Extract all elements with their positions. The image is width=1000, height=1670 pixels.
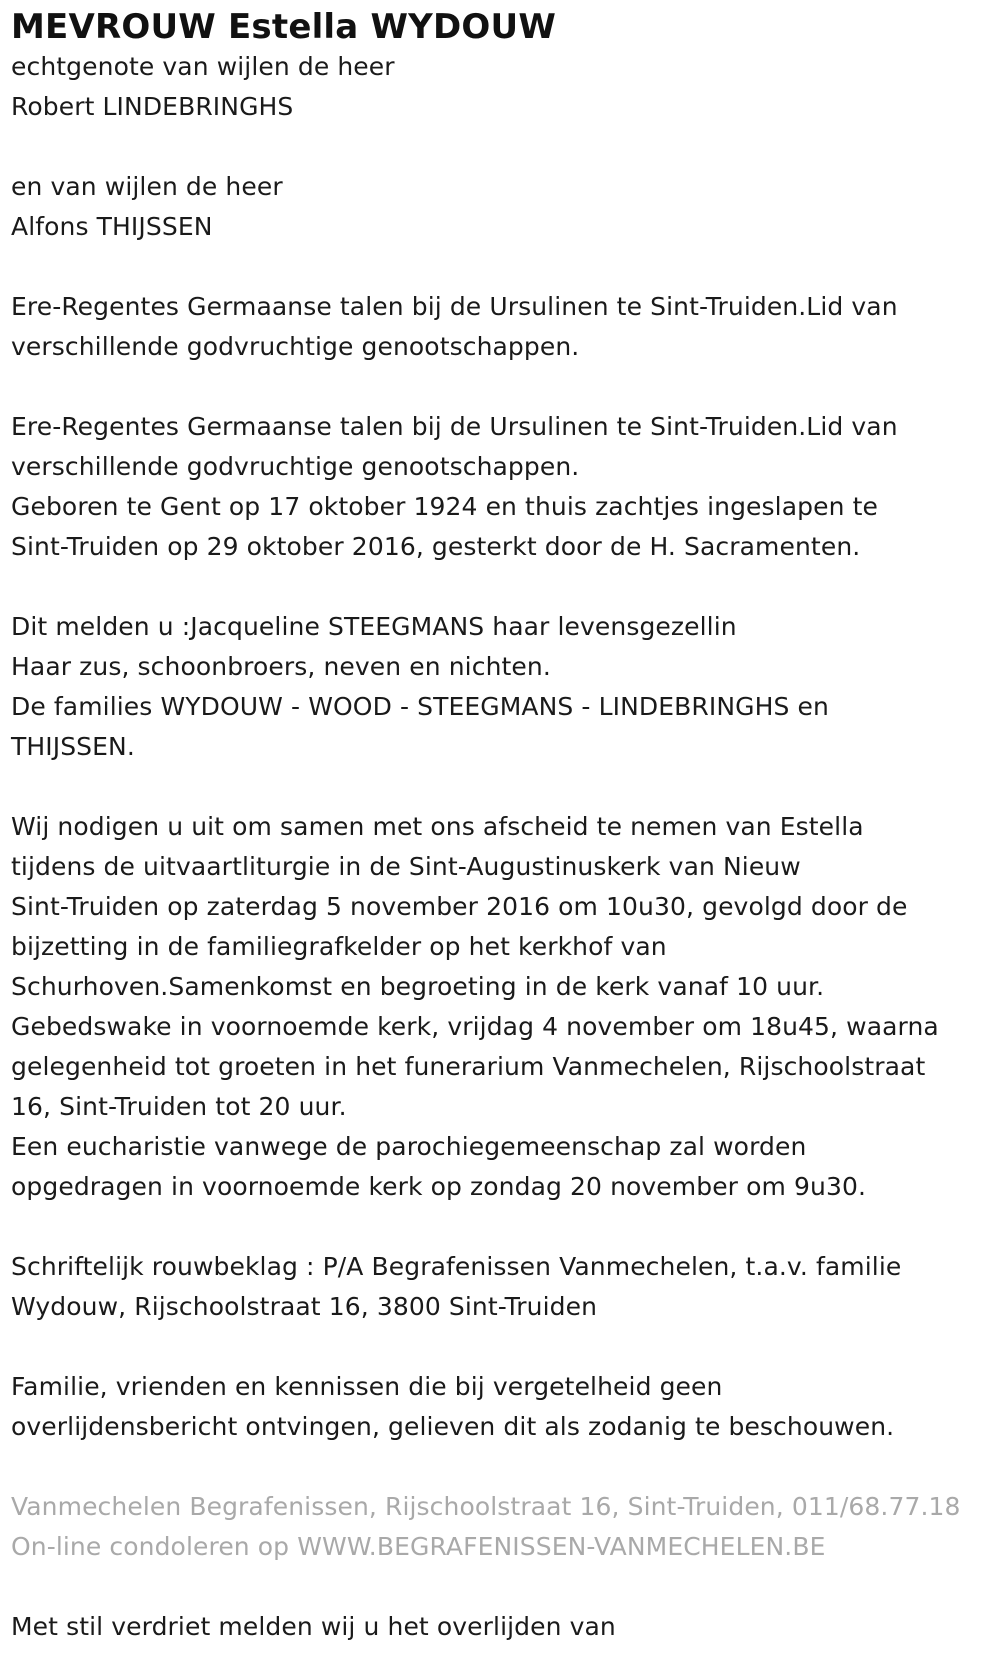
notice-line-2: overlijdensbericht ontvingen, gelieven dit als zodanig te beschouwen.	[11, 1412, 895, 1441]
funeral-line-9: Een eucharistie vanwege de parochiegemeenschap zal worden	[11, 1132, 807, 1161]
funeral-line-8: 16, Sint-Truiden tot 20 uur.	[11, 1092, 347, 1121]
funeral-line-2: tijdens de uitvaartliturgie in de Sint-Augustinuskerk van Nieuw	[11, 852, 801, 881]
funeral-section	[11, 807, 991, 1207]
funeral-line-4: bijzetting in de familiegrafkelder op het kerkhof van	[11, 932, 667, 961]
spacer	[11, 1207, 991, 1247]
funeral-line-7: gelegenheid tot groeten in het funerarium Vanmechelen, Rijschoolstraat	[11, 1052, 926, 1081]
spacer	[11, 247, 991, 287]
bio-first-section	[11, 287, 991, 367]
family-line-3: De families WYDOUW - WOOD - STEEGMANS - LINDEBRINGHS en	[11, 692, 829, 721]
funeral-line-3: Sint-Truiden op zaterdag 5 november 2016 om 10u30, gevolgd door de	[11, 892, 908, 921]
spouse-line-2: Robert LINDEBRINGHS	[11, 92, 294, 121]
second-spouse-line-1: en van wijlen de heer	[11, 172, 283, 201]
spacer	[11, 127, 991, 167]
bio-second-line-1: Ere-Regentes Germaanse talen bij de Ursulinen te Sint-Truiden.Lid van	[11, 412, 898, 441]
bio-second-line-4: Sint-Truiden op 29 oktober 2016, gesterkt door de H. Sacramenten.	[11, 532, 861, 561]
spacer	[11, 1447, 991, 1487]
bio-second-section	[11, 407, 991, 567]
funeral-line-5: Schurhoven.Samenkomst en begroeting in de kerk vanaf 10 uur.	[11, 972, 825, 1001]
closing-line: Met stil verdriet melden wij u het overlijden van	[11, 1612, 616, 1641]
footer-condolence-link[interactable]: On-line condoleren op WWW.BEGRAFENISSEN-VANMECHELEN.BE	[11, 1532, 826, 1561]
footer-contact: Vanmechelen Begrafenissen, Rijschoolstraat 16, Sint-Truiden, 011/68.77.18	[11, 1492, 961, 1521]
condolence-line-2: Wydouw, Rijschoolstraat 16, 3800 Sint-Truiden	[11, 1292, 598, 1321]
bio-first-line-2: verschillende godvruchtige genootschappen.	[11, 332, 580, 361]
obituary-document	[11, 0, 991, 1647]
spacer	[11, 567, 991, 607]
footer-section	[11, 1487, 991, 1567]
bio-first-line-1: Ere-Regentes Germaanse talen bij de Ursulinen te Sint-Truiden.Lid van	[11, 292, 898, 321]
family-line-2: Haar zus, schoonbroers, neven en nichten.	[11, 652, 551, 681]
notice-section	[11, 1367, 991, 1447]
bio-second-line-2: verschillende godvruchtige genootschappen.	[11, 452, 580, 481]
notice-line-1: Familie, vrienden en kennissen die bij vergetelheid geen	[11, 1372, 723, 1401]
funeral-line-10: opgedragen in voornoemde kerk op zondag 20 november om 9u30.	[11, 1172, 867, 1201]
condolence-line-1: Schriftelijk rouwbeklag : P/A Begrafenissen Vanmechelen, t.a.v. familie	[11, 1252, 902, 1281]
spacer	[11, 767, 991, 807]
spouse-line-1: echtgenote van wijlen de heer	[11, 52, 395, 81]
funeral-line-1: Wij nodigen u uit om samen met ons afscheid te nemen van Estella	[11, 812, 864, 841]
second-spouse-section	[11, 167, 991, 247]
spouse-section	[11, 47, 991, 127]
spacer	[11, 1567, 991, 1607]
family-line-1: Dit melden u :Jacqueline STEEGMANS haar levensgezellin	[11, 612, 737, 641]
condolence-section	[11, 1247, 991, 1327]
spacer	[11, 1327, 991, 1367]
spacer	[11, 367, 991, 407]
family-section	[11, 607, 991, 767]
page-title: MEVROUW Estella WYDOUW	[11, 7, 557, 47]
funeral-line-6: Gebedswake in voornoemde kerk, vrijdag 4 november om 18u45, waarna	[11, 1012, 939, 1041]
bio-second-line-3: Geboren te Gent op 17 oktober 1924 en thuis zachtjes ingeslapen te	[11, 492, 878, 521]
second-spouse-line-2: Alfons THIJSSEN	[11, 212, 213, 241]
family-line-4: THIJSSEN.	[11, 732, 135, 761]
